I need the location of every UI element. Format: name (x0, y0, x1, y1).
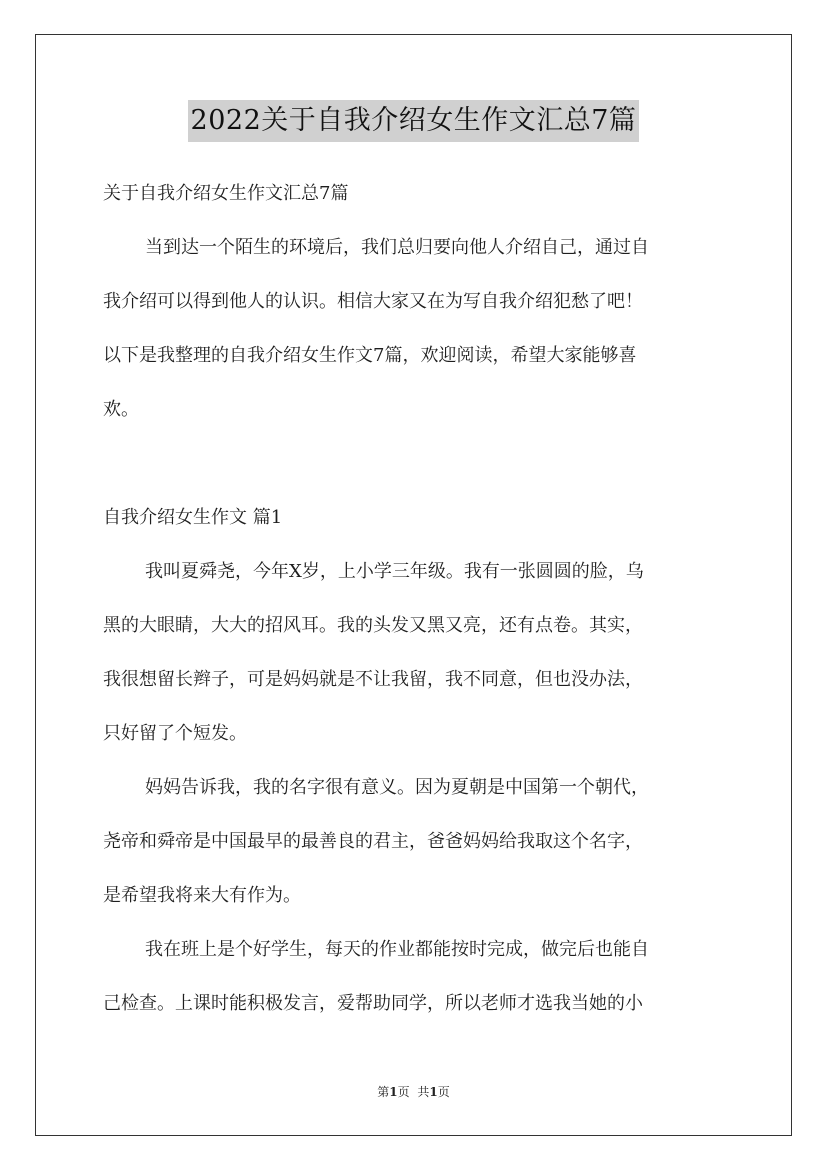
paragraph-line: 己检查。上课时能积极发言，爱帮助同学，所以老师才选我当她的小 (103, 993, 643, 1014)
total-prefix: 共 (417, 1085, 430, 1099)
paragraph-line: 尧帝和舜帝是中国最早的最善良的君主，爸爸妈妈给我取这个名字， (103, 831, 643, 852)
paragraph-line: 妈妈告诉我，我的名字很有意义。因为夏朝是中国第一个朝代， (145, 777, 649, 798)
intro-line: 欢。 (103, 399, 139, 420)
document-title: 2022关于自我介绍女生作文汇总7篇 (188, 100, 640, 142)
document-subtitle: 关于自我介绍女生作文汇总7篇 (103, 183, 349, 204)
intro-line: 我介绍可以得到他人的认识。相信大家又在为写自我介绍犯愁了吧！ (103, 291, 643, 312)
section-heading: 自我介绍女生作文 篇1 (103, 507, 283, 528)
intro-line: 以下是我整理的自我介绍女生作文7篇，欢迎阅读，希望大家能够喜 (103, 345, 637, 366)
intro-line: 当到达一个陌生的环境后，我们总归要向他人介绍自己，通过自 (145, 237, 649, 258)
paragraph-line: 黑的大眼睛，大大的招风耳。我的头发又黑又亮，还有点卷。其实， (103, 615, 643, 636)
paragraph-line: 我很想留长辫子，可是妈妈就是不让我留，我不同意，但也没办法， (103, 669, 643, 690)
page-suffix: 页 (397, 1085, 410, 1099)
total-pages: 1 (429, 1085, 438, 1099)
page-number: 1 (389, 1085, 398, 1099)
total-suffix: 页 (437, 1085, 450, 1099)
paragraph-line: 只好留了个短发。 (103, 723, 247, 744)
page-footer (0, 1084, 827, 1100)
paragraph-line: 我在班上是个好学生，每天的作业都能按时完成，做完后也能自 (145, 939, 649, 960)
page-prefix: 第 (377, 1085, 390, 1099)
title-container (0, 100, 827, 142)
paragraph-line: 我叫夏舜尧，今年X岁，上小学三年级。我有一张圆圆的脸，乌 (145, 561, 644, 582)
paragraph-line: 是希望我将来大有作为。 (103, 885, 301, 906)
